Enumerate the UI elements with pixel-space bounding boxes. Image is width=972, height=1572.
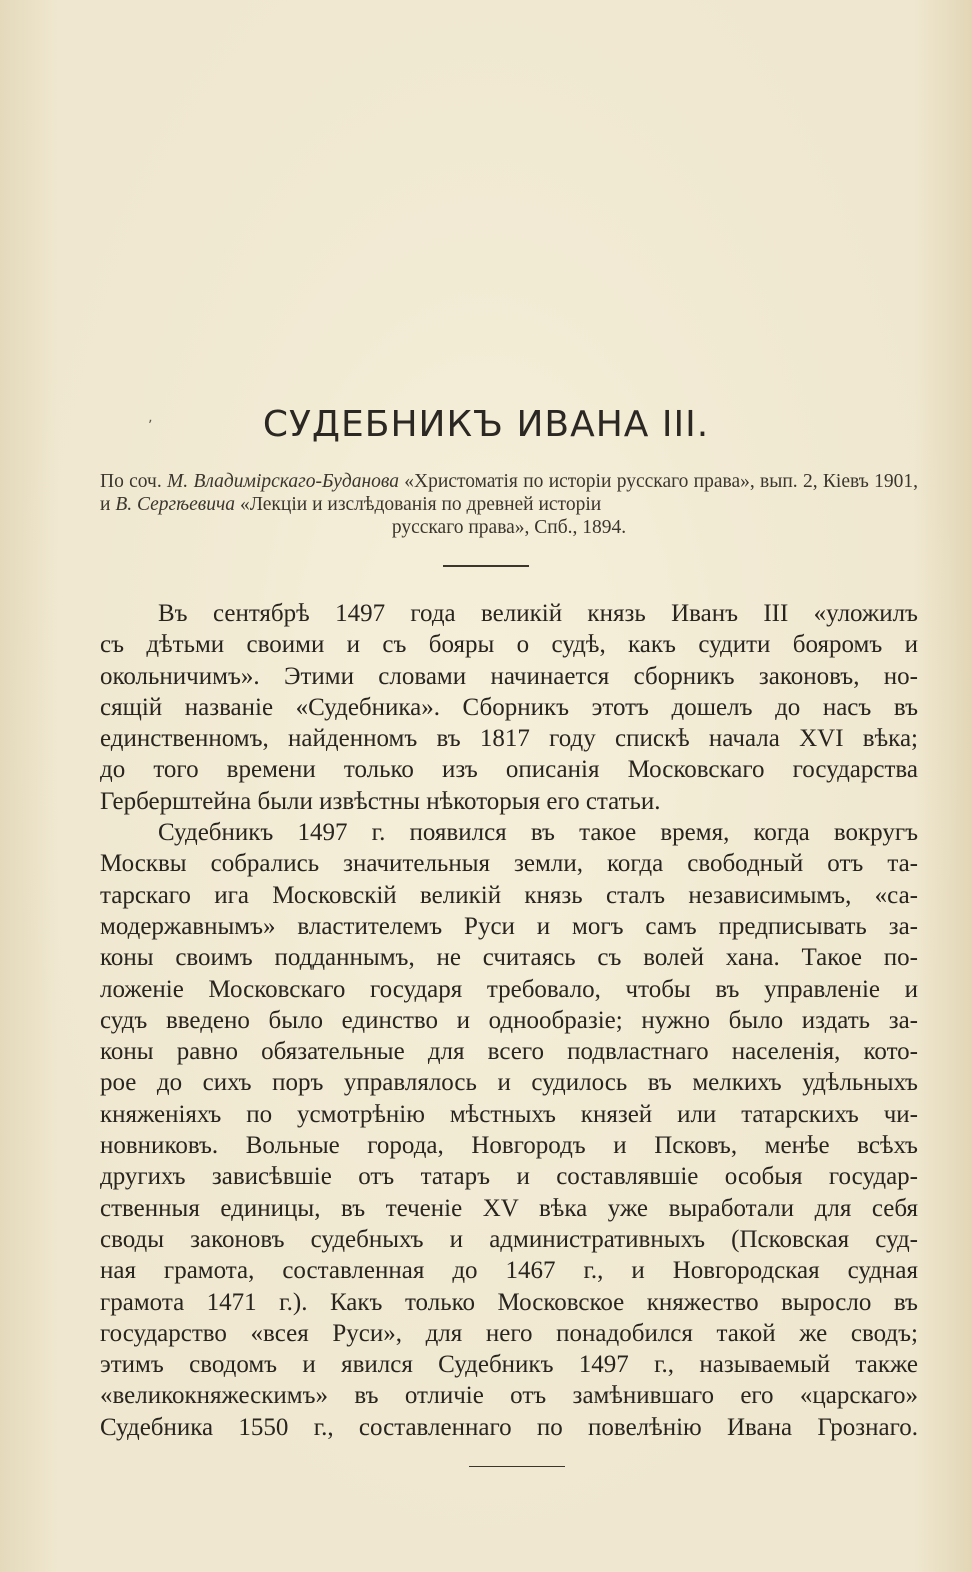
paragraph-2 (100, 817, 918, 1443)
text-line: этимъ сводомъ и явился Судебникъ 1497 г., называемый также (100, 1351, 918, 1379)
text-line: судъ введено было единство и однообразіе; нужно было издать за- (100, 1006, 918, 1034)
paragraph-1 (100, 598, 918, 817)
text-line: новниковъ. Вольные города, Новгородъ и Псковъ, менѣе всѣхъ (100, 1132, 918, 1160)
text-line: окольничимъ». Этими словами начинается сборникъ законовъ, но- (100, 662, 918, 690)
text-line: другихъ зависѣвшіе отъ татаръ и составлявшіе особыя государ- (100, 1163, 918, 1191)
text-line: коны равно обязательные для всего подвластнаго населенія, кото- (100, 1038, 918, 1066)
source-author-1: М. Владимірскаго-Буданова (167, 471, 399, 492)
end-divider (469, 1466, 565, 1467)
text-line: Герберштейна были извѣстны нѣкоторыя его статьи. (100, 787, 661, 815)
text-line: «великокняжескимъ» въ отличіе отъ замѣнившаго его «царскаго» (100, 1382, 918, 1410)
body-text (100, 598, 918, 1443)
text-line: Судебникъ 1497 г. появился въ такое время, когда вокругъ (158, 819, 918, 847)
title-divider (443, 565, 529, 567)
text-line: съ дѣтьми своими и съ бояры о судѣ, какъ судити бояромъ и (100, 631, 918, 659)
source-prefix: По соч. (100, 471, 168, 492)
text-line: тарскаго ига Московскій великій князь сталъ независимымъ, «са- (100, 881, 918, 909)
text-line: Москвы собрались значительныя земли, когда свободный отъ та- (100, 850, 918, 878)
text-line: сящій названіе «Судебника». Сборникъ этотъ дошелъ до насъ въ (100, 693, 918, 721)
text-line: ственныя единицы, въ теченіе XV вѣка уже выработали для себя (100, 1194, 918, 1222)
text-line: рое до сихъ поръ управлялось и судилось въ мелкихъ удѣльныхъ (100, 1069, 918, 1097)
text-line: Въ сентябрѣ 1497 года великій князь Иванъ III «уложилъ (158, 600, 918, 627)
source-note (100, 470, 918, 539)
source-text-1: «Христоматія по исторіи русскаго права», вып. 2, Кіевъ 1901, и (100, 471, 918, 515)
text-line: ложеніе Московскаго государя требовало, чтобы въ управленіе и (100, 975, 918, 1003)
text-line: коны своимъ подданнымъ, не считаясь съ волей хана. Такое по- (100, 944, 918, 972)
page-title: СУДЕБНИКЪ ИВАНА III. (262, 404, 710, 445)
text-line: до того времени только изъ описанія Московскаго государства (100, 756, 918, 784)
text-line: княженіяхъ по усмотрѣнію мѣстныхъ князей или татарскихъ чи- (100, 1100, 918, 1128)
source-author-2: В. Сергѣевича (115, 494, 236, 515)
text-line: единственномъ, найденномъ въ 1817 году спискѣ начала XVI вѣка; (100, 725, 918, 753)
print-speck: ʼ (148, 418, 153, 434)
text-line: ная грамота, составленная до 1467 г., и Новгородская судная (100, 1257, 918, 1285)
text-line: модержавнымъ» властителемъ Руси и могъ самъ предписывать за- (100, 912, 918, 940)
source-text-3: русскаго права», Спб., 1894. (391, 517, 627, 538)
text-line: Судебника 1550 г., составленнаго по повелѣнію Ивана Грознаго. (100, 1413, 918, 1441)
text-line: своды законовъ судебныхъ и административныхъ (Псковская суд- (100, 1225, 918, 1253)
source-text-2: «Лекціи и изслѣдованія по древней исторіи (235, 494, 602, 515)
text-line: грамота 1471 г.). Какъ только Московское княжество выросло въ (100, 1288, 918, 1316)
text-line: государство «всея Руси», для него понадобился такой же сводъ; (100, 1319, 918, 1347)
